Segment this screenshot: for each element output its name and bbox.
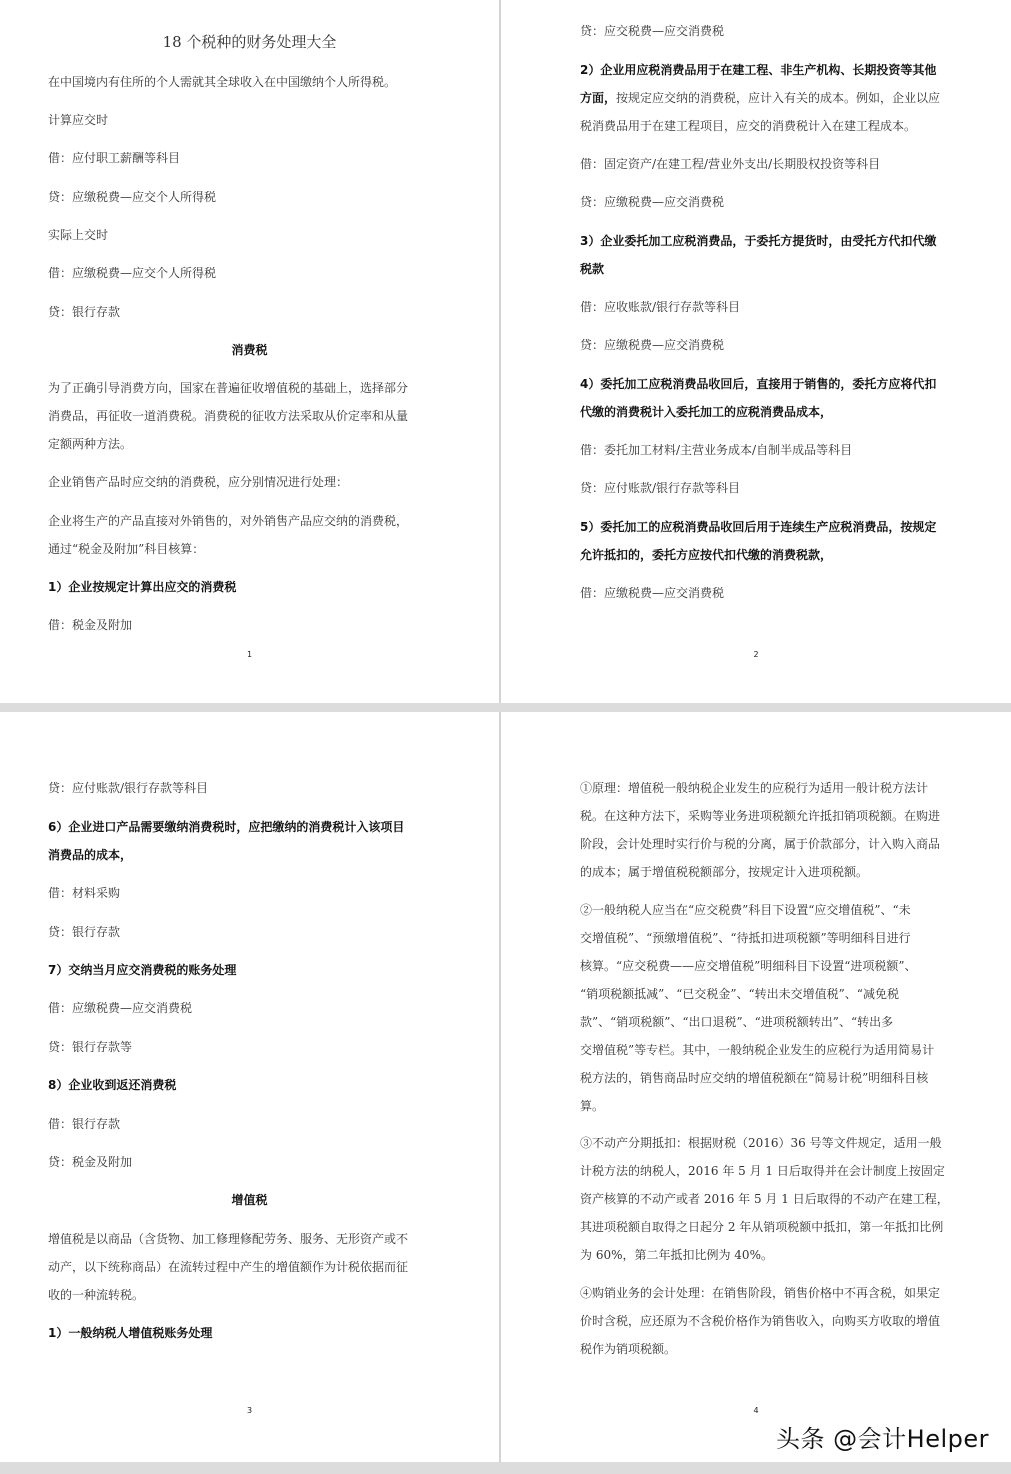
document-page-2 [501,0,1011,703]
debit-entry: 借：固定资产/在建工程/营业外支出/长期股权投资等科目 [580,157,881,171]
credit-entry: 贷：应交税费—应交消费税 [580,24,725,38]
section-heading: 增值税 [231,1193,268,1207]
debit-entry: 借：银行存款 [48,1117,121,1131]
subheading: 消费品的成本， [48,848,133,862]
source-watermark: 头条 @会计Helper [776,1425,989,1453]
debit-entry: 借：材料采购 [48,886,121,900]
credit-entry: 贷：银行存款 [48,925,121,939]
debit-entry: 借：应缴税费—应交消费税 [580,586,725,600]
credit-entry: 贷：应缴税费—应交个人所得税 [48,190,217,204]
paragraph: 税消费品用于在建工程项目，应交的消费税计入在建工程成本。 [580,119,917,133]
page-number: 3 [246,1406,253,1415]
credit-entry: 贷：银行存款等 [48,1040,133,1054]
subheading: 代缴的消费税计入委托加工的应税消费品成本， [580,405,833,419]
paragraph: 算。 [580,1099,605,1113]
section-heading: 消费税 [231,343,268,357]
paragraph: 款”、“销项税额”、“出口退税”、“进项税额转出”、“转出多 [580,1015,894,1029]
page-bottom-divider [0,1462,1011,1474]
paragraph: 计算应交时 [48,113,109,127]
credit-entry: 贷：应付账款/银行存款等科目 [580,481,741,495]
page-number: 4 [753,1406,759,1415]
paragraph: 定额两种方法。 [48,437,133,451]
credit-entry: 贷：应付账款/银行存款等科目 [48,781,209,795]
subheading: 2）企业用应税消费品用于在建工程、非生产机构、长期投资等其他 [580,63,937,77]
subheading: 5）委托加工的应税消费品收回后用于连续生产应税消费品，按规定 [580,520,937,534]
subheading: 8）企业收到返还消费税 [48,1078,177,1092]
document-page-4 [501,712,1011,1462]
paragraph: 税。在这种方法下，采购等业务进项税额允许抵扣销项税额。在购进 [580,809,941,823]
paragraph: 增值税是以商品（含货物、加工修理修配劳务、服务、无形资产或不 [48,1232,409,1246]
debit-entry: 借：委托加工材料/主营业务成本/自制半成品等科目 [580,443,853,457]
credit-entry: 贷：税金及附加 [48,1155,133,1169]
paragraph: 其进项税额自取得之日起分 2 年从销项税额中抵扣，第一年抵扣比例 [580,1220,944,1234]
paragraph: 通过“税金及附加”科目核算： [48,542,205,556]
debit-entry: 借：税金及附加 [48,618,133,632]
paragraph: 为 60%，第二年抵扣比例为 40%。 [580,1248,773,1262]
paragraph: 实际上交时 [48,228,109,242]
paragraph: ②一般纳税人应当在“应交税费”科目下设置“应交增值税”、“未 [580,903,911,917]
paragraph: 动产，以下统称商品）在流转过程中产生的增值额作为计税依据而征 [48,1260,409,1274]
subheading: 1）企业按规定计算出应交的消费税 [48,580,237,594]
paragraph: 资产核算的不动产或者 2016 年 5 月 1 日后取得的不动产在建工程， [580,1192,949,1206]
subheading: 7）交纳当月应交消费税的账务处理 [48,963,237,977]
paragraph: 税作为销项税额。 [580,1342,677,1356]
paragraph: 价时含税，应还原为不含税价格作为销售收入，向购买方收取的增值 [580,1314,941,1328]
paragraph: 收的一种流转税。 [48,1288,145,1302]
paragraph: 税方法的，销售商品时应交纳的增值税额在“简易计税”明细科目核 [580,1071,929,1085]
credit-entry: 贷：银行存款 [48,305,121,319]
page-row-divider [0,703,1011,712]
subheading: 允许抵扣的，委托方应按代扣代缴的消费税款， [580,548,833,562]
paragraph: 核算。“应交税费——应交增值税”明细科目下设置“进项税额”、 [580,959,917,973]
subheading: 3）企业委托加工应税消费品，于委托方提货时，由受托方代扣代缴 [580,234,937,248]
paragraph: 企业销售产品时应交纳的消费税，应分别情况进行处理： [48,475,349,489]
debit-entry: 借：应付职工薪酬等科目 [48,151,181,165]
credit-entry: 贷：应缴税费—应交消费税 [580,195,725,209]
paragraph: 企业将生产的产品直接对外销售的，对外销售产品应交纳的消费税， [48,514,409,528]
paragraph: ③不动产分期抵扣：根据财税（2016）36 号等文件规定，适用一般 [580,1136,942,1150]
paragraph: 交增值税”、“预缴增值税”、“待抵扣进项税额”等明细科目进行 [580,931,911,945]
paragraph: 阶段，会计处理时实行价与税的分离，属于价款部分，计入购入商品 [580,837,941,851]
credit-entry: 贷：应缴税费—应交消费税 [580,338,725,352]
subheading: 税款 [580,262,605,276]
paragraph: 交增值税”等专栏。其中，一般纳税企业发生的应税行为适用简易计 [580,1043,935,1057]
document-title: 18 个税种的财务处理大全 [162,33,337,51]
paragraph: 消费品，再征收一道消费税。消费税的征收方法采取从价定率和从量 [48,409,409,423]
document-page-1 [0,0,499,703]
page-number: 1 [246,650,253,659]
page-number: 2 [753,650,759,659]
debit-entry: 借：应缴税费—应交个人所得税 [48,266,217,280]
paragraph: 的成本；属于增值税税额部分，按规定计入进项税额。 [580,865,869,879]
paragraph [580,91,940,105]
paragraph: “销项税额抵减”、“已交税金”、“转出未交增值税”、“减免税 [580,987,899,1001]
paragraph-fragment: 按规定应交纳的消费税，应计入有关的成本。例如，企业以应 [616,91,941,105]
paragraph: ①原理：增值税一般纳税企业发生的应税行为适用一般计税方法计 [580,781,929,795]
paragraph: 为了正确引导消费方向，国家在普遍征收增值税的基础上，选择部分 [48,381,409,395]
debit-entry: 借：应收账款/银行存款等科目 [580,300,741,314]
paragraph: ④购销业务的会计处理：在销售阶段，销售价格中不再含税，如果定 [580,1286,941,1300]
paragraph: 计税方法的纳税人，2016 年 5 月 1 日后取得并在会计制度上按固定 [580,1164,945,1178]
subheading: 6）企业进口产品需要缴纳消费税时，应把缴纳的消费税计入该项目 [48,820,405,834]
subheading: 4）委托加工应税消费品收回后，直接用于销售的，委托方应将代扣 [580,377,937,391]
paragraph: 在中国境内有住所的个人需就其全球收入在中国缴纳个人所得税。 [48,75,397,89]
debit-entry: 借：应缴税费—应交消费税 [48,1001,193,1015]
subheading-fragment: 方面， [580,91,617,105]
document-page-3 [0,712,499,1462]
subheading: 1）一般纳税人增值税账务处理 [48,1326,213,1340]
